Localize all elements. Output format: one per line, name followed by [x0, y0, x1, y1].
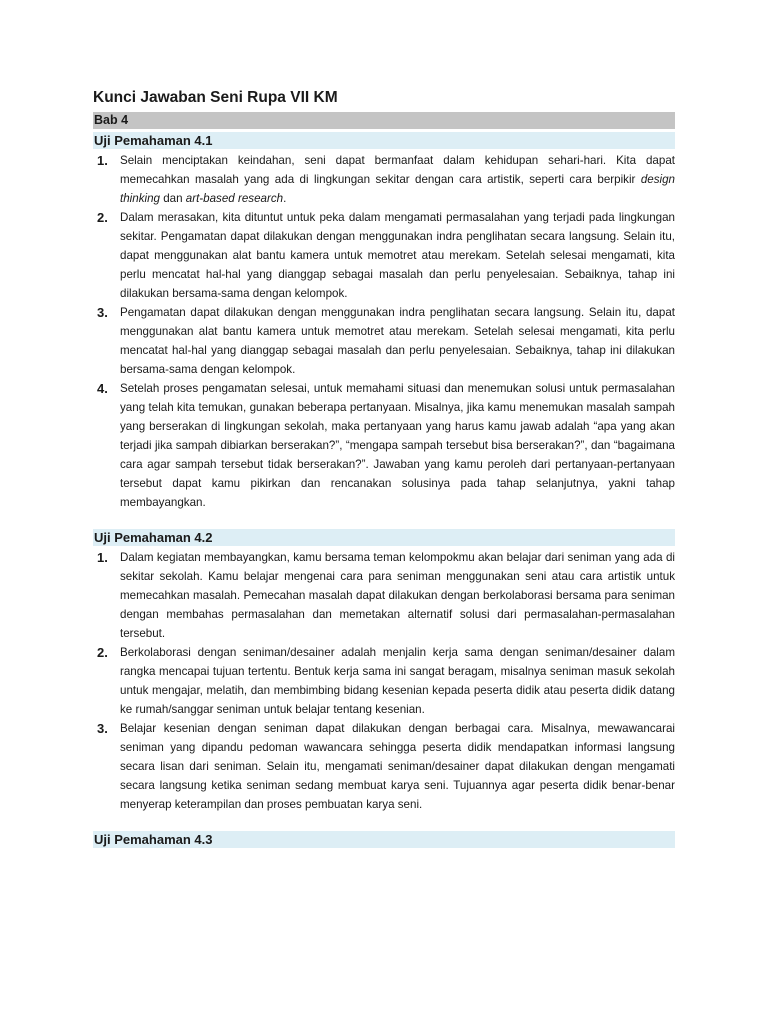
item-number: 2. [97, 645, 108, 660]
answer-item [93, 379, 675, 512]
item-text: Berkolaborasi dengan seniman/desainer adalah menjalin kerja sama dengan seniman/desainer dalam rangka mencapai tujuan tertentu. Bentuk kerja sama ini sangat beragam, misalnya seniman masuk sekolah untuk mengajar, melatih, dan membimbing bidang kesenian kepada peserta didik atau peserta didik datang ke rumah/sanggar seniman untuk belajar tentang kesenian. [120, 646, 675, 716]
item-number: 3. [97, 305, 108, 320]
answer-item [93, 719, 675, 814]
section-heading: Uji Pemahaman 4.1 [93, 132, 675, 149]
answer-item [93, 151, 675, 208]
section-heading: Uji Pemahaman 4.3 [93, 831, 675, 848]
section-4-1 [93, 132, 675, 512]
italic-term: design thinking [120, 173, 675, 205]
item-text: dan [159, 192, 186, 205]
item-number: 4. [97, 381, 108, 396]
item-text: Dalam kegiatan membayangkan, kamu bersama teman kelompokmu akan belajar dari seniman yang ada di sekitar sekolah. Kamu belajar mengenai cara para seniman menggunakan seni atau cara artistik untuk memecahkan masalah. Pemecahan masalah dapat dilakukan dengan berkolaborasi bersama para seniman dengan membahas permasalahan dan memetakan alternatif solusi dari permasalahan-permasalahan tersebut. [120, 551, 675, 640]
italic-term: art-based research [185, 192, 284, 205]
section-4-3 [93, 831, 675, 848]
answer-item [93, 303, 675, 379]
document-content [93, 88, 675, 848]
item-number: 3. [97, 721, 108, 736]
item-text: Pengamatan dapat dilakukan dengan menggunakan indra penglihatan secara langsung. Selain itu, dapat menggunakan alat bantu kamera untuk memotret atau merekam. Setelah selesai mengamati, kita perlu mencatat hal-hal yang dianggap sebagai masalah dan perlu penyelesaian. Sebaiknya, tahap ini dilakukan bersama-sama dengan kelompok. [120, 306, 675, 376]
item-text: Selain menciptakan keindahan, seni dapat bermanfaat dalam kehidupan sehari-hari. Kita dapat memecahkan masalah yang ada di lingkungan sekitar dengan cara artistik, seperti cara berpikir [120, 154, 675, 186]
answer-item [93, 208, 675, 303]
answer-item [93, 643, 675, 719]
document-title: Kunci Jawaban Seni Rupa VII KM [93, 89, 338, 106]
answer-list [93, 548, 675, 814]
item-text: Setelah proses pengamatan selesai, untuk memahami situasi dan menemukan solusi untuk permasalahan yang telah kita temukan, gunakan beberapa pertanyaan. Misalnya, jika kamu menemukan masalah sampah yang berserakan di lingkungan sekolah, maka pertanyaan yang harus kamu jawab adalah “apa yang akan terjadi jika sampah dibiarkan berserakan?”, “mengapa sampah tersebut bisa berserakan?”, dan “bagaimana cara agar sampah tersebut tidak berserakan?”. Jawaban yang kamu peroleh dari pertanyaan-pertanyaan tersebut dapat kamu pikirkan dan rencanakan solusinya pada tahap selanjutnya, yakni tahap membayangkan. [120, 382, 675, 509]
item-text: Dalam merasakan, kita dituntut untuk peka dalam mengamati permasalahan yang terjadi pada lingkungan sekitar. Pengamatan dapat dilakukan dengan menggunakan indra penglihatan secara langsung. Selain itu, dapat menggunakan alat bantu kamera untuk memotret atau merekam. Setelah selesai mengamati, kita perlu mencatat hal-hal yang dianggap sebagai masalah dan perlu penyelesaian. Sebaiknya, tahap ini dilakukan bersama-sama dengan kelompok. [120, 211, 675, 300]
answer-item [93, 548, 675, 643]
item-text: Belajar kesenian dengan seniman dapat dilakukan dengan berbagai cara. Misalnya, mewawancarai seniman yang dipandu pedoman wawancara sehingga peserta didik mendapatkan informasi langsung secara lisan dari seniman. Selain itu, mengamati seniman/desainer dapat dilakukan dengan mengamati secara langsung ketika seniman sedang membuat karya seni. Tujuannya agar peserta didik benar-benar menyerap keterampilan dan proses pembuatan karya seni. [120, 722, 675, 811]
item-number: 2. [97, 210, 108, 225]
section-heading: Uji Pemahaman 4.2 [93, 529, 675, 546]
section-4-2 [93, 529, 675, 814]
answer-list [93, 151, 675, 512]
item-number: 1. [97, 153, 108, 168]
item-text: . [283, 192, 287, 205]
chapter-heading: Bab 4 [93, 112, 675, 129]
item-number: 1. [97, 550, 108, 565]
